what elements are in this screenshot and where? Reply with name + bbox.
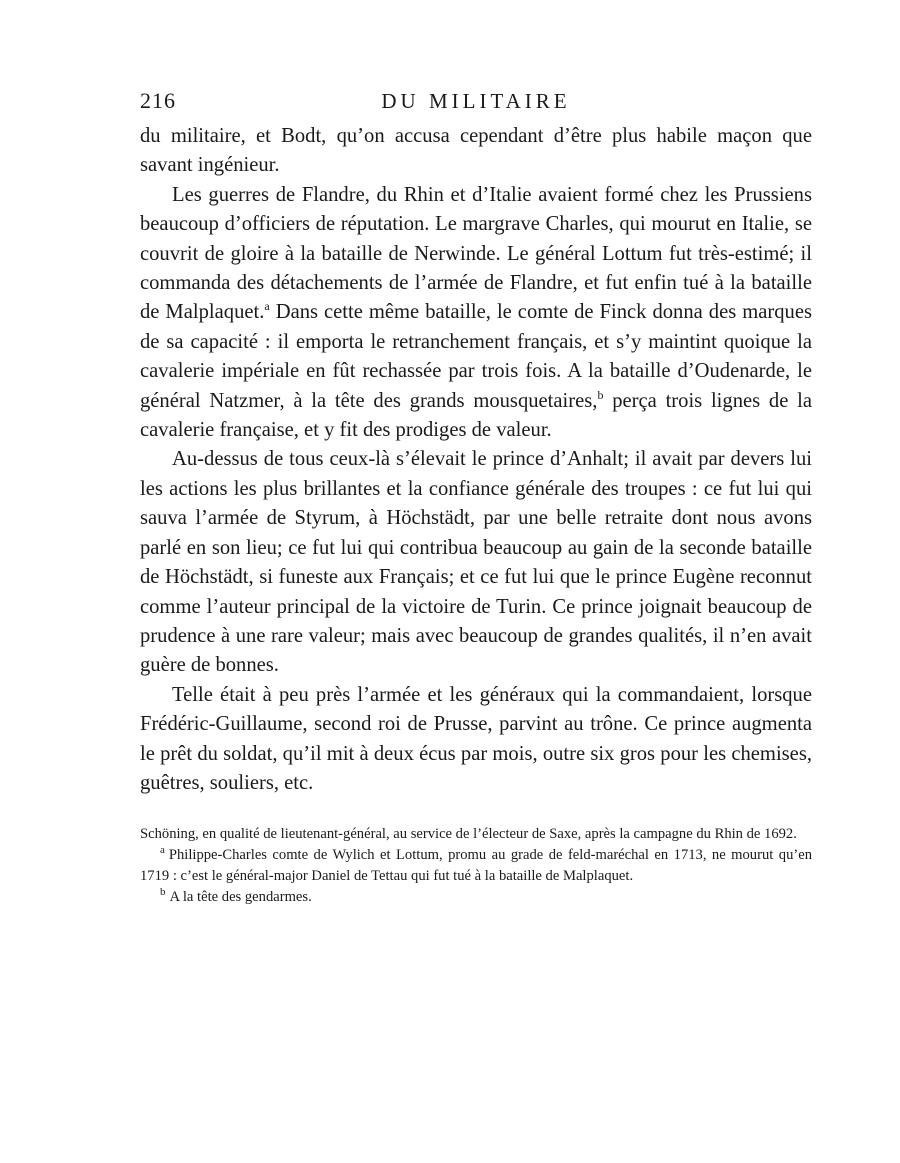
- paragraph-officers-part-2: Dans cette même bataille, le comte de Finck donna des marques de sa capacité : il emporta le retranchement français, et s’y maintint quoique la cavalerie impériale en fût rechassée par trois fois. A la bataille d’Oudenarde, le général Natzmer, à la tête des grands mousquetaires,: [140, 301, 812, 412]
- footnote-a-text: Philippe-Charles comte de Wylich et Lottum, promu au grade de feld-maréchal en 1713, ne mourut qu’en 1719 : c’est le général-major Daniel de Tettau qui fut tué à la bataille de Malplaquet.: [140, 847, 812, 885]
- footnote-a: [140, 845, 812, 887]
- main-text: [140, 122, 812, 798]
- running-head: [140, 84, 812, 118]
- footnotes: [140, 824, 812, 908]
- paragraph-anhalt: Au-dessus de tous ceux-là s’élevait le prince d’Anhalt; il avait par devers lui les actions les plus brillantes et la confiance générale des troupes : ce fut lui qui sauva l’armée de Styrum, à Höchstädt, par une belle retraite dont nous avons parlé en son lieu; ce fut lui qui contribua beaucoup au gain de la seconde bataille de Höchstädt, si funeste aux Français; et ce fut lui que le prince Eugène reconnut comme l’auteur principal de la victoire de Turin. Ce prince joignait beaucoup de prudence à une rare valeur; mais avec beaucoup de grandes qualités, il n’en avait guère de bonnes.: [140, 448, 812, 677]
- footnote-b-mark: b: [160, 886, 166, 899]
- paragraph-officers-part-1: Les guerres de Flandre, du Rhin et d’Italie avaient formé chez les Prussiens beaucoup d’officiers de réputation. Le margrave Charles, qui mourut en Italie, se couvrit de gloire à la bataille de Nerwinde. Le général Lottum fut très-estimé; il commanda des détachements de l’armée de Flandre, et fut enfin tué à la bataille de Malplaquet.: [140, 183, 812, 324]
- footnote-a-mark: a: [160, 844, 165, 857]
- page-number: 216: [140, 88, 176, 113]
- footnote-ref-b[interactable]: b: [597, 387, 604, 402]
- paragraph-officers: [140, 181, 812, 446]
- footnote-b: [140, 887, 812, 908]
- paragraph-officers-part-3: perça trois lignes de la cavalerie française, et y fit des prodiges de valeur.: [140, 389, 812, 442]
- book-page: [140, 84, 812, 908]
- paragraph-continued: du militaire, et Bodt, qu’on accusa cependant d’être plus habile maçon que savant ingénieur.: [140, 125, 812, 177]
- running-title: DU MILITAIRE: [381, 89, 571, 113]
- footnote-continued: Schöning, en qualité de lieutenant-général, au service de l’électeur de Saxe, après la campagne du Rhin de 1692.: [140, 826, 797, 843]
- footnote-ref-a[interactable]: a: [264, 299, 270, 314]
- paragraph-frederic-guillaume: Telle était à peu près l’armée et les généraux qui la commandaient, lorsque Frédéric-Guillaume, second roi de Prusse, parvint au trône. Ce prince augmenta le prêt du soldat, qu’il mit à deux écus par mois, outre six gros pour les chemises, guêtres, souliers, etc.: [140, 683, 812, 794]
- footnote-b-text: A la tête des gendarmes.: [169, 889, 312, 906]
